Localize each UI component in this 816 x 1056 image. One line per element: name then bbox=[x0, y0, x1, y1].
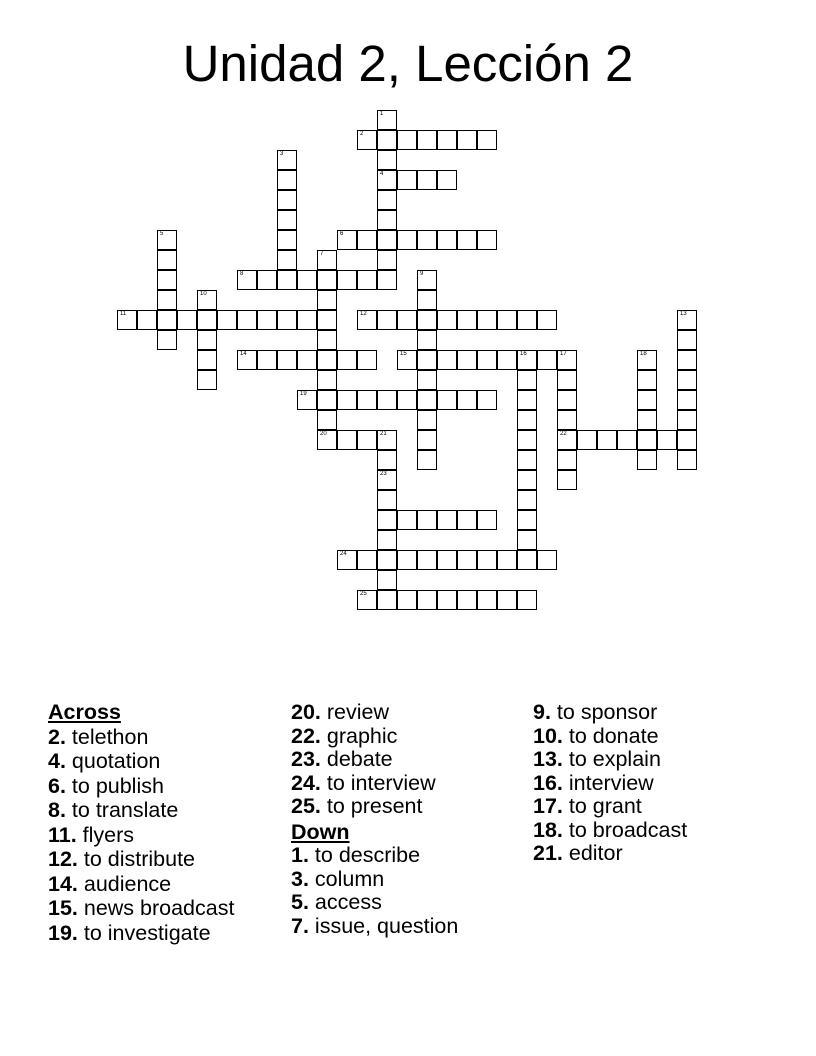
clue-item bbox=[291, 891, 458, 915]
grid-cell[interactable] bbox=[517, 410, 537, 430]
grid-cell[interactable] bbox=[377, 250, 397, 270]
grid-cell[interactable] bbox=[377, 530, 397, 550]
clue-item-number: 24. bbox=[291, 770, 321, 795]
clue-number: 2 bbox=[360, 131, 364, 137]
grid-cell[interactable] bbox=[477, 390, 497, 410]
grid-cell[interactable] bbox=[357, 430, 377, 450]
grid-cell[interactable] bbox=[377, 230, 397, 250]
grid-cell[interactable] bbox=[417, 390, 437, 410]
grid-cell[interactable] bbox=[277, 150, 297, 170]
clue-item bbox=[533, 748, 687, 772]
clue-item-number: 23. bbox=[291, 747, 321, 771]
grid-cell[interactable] bbox=[137, 310, 157, 330]
grid-cell[interactable] bbox=[417, 450, 437, 470]
clue-number: 1 bbox=[380, 111, 384, 117]
grid-cell[interactable] bbox=[517, 430, 537, 450]
grid-cell[interactable] bbox=[677, 410, 697, 430]
clue-item-text: to sponsor bbox=[550, 700, 658, 724]
grid-cell[interactable] bbox=[377, 170, 397, 190]
grid-cell[interactable] bbox=[517, 370, 537, 390]
grid-cell[interactable] bbox=[517, 310, 537, 330]
clue-item-number: 15. bbox=[48, 896, 78, 920]
clue-item-text: to publish bbox=[65, 773, 164, 798]
grid-cell[interactable] bbox=[677, 350, 697, 370]
clue-item-text: news broadcast bbox=[77, 896, 235, 920]
grid-cell[interactable] bbox=[677, 430, 697, 450]
grid-cell[interactable] bbox=[397, 350, 417, 370]
grid-cell[interactable] bbox=[357, 390, 377, 410]
grid-cell[interactable] bbox=[357, 590, 377, 610]
grid-cell[interactable] bbox=[277, 190, 297, 210]
grid-cell[interactable] bbox=[457, 310, 477, 330]
grid-cell[interactable] bbox=[277, 270, 297, 290]
grid-cell[interactable] bbox=[437, 590, 457, 610]
clue-number: 6 bbox=[340, 231, 344, 237]
grid-cell[interactable] bbox=[557, 450, 577, 470]
grid-cell[interactable] bbox=[297, 390, 317, 410]
grid-cell[interactable] bbox=[337, 350, 357, 370]
grid-cell[interactable] bbox=[417, 370, 437, 390]
grid-cell[interactable] bbox=[517, 450, 537, 470]
clue-item-text: audience bbox=[77, 871, 172, 896]
grid-cell[interactable] bbox=[257, 310, 277, 330]
grid-cell[interactable] bbox=[437, 390, 457, 410]
clue-number: 9 bbox=[420, 271, 424, 277]
grid-cell[interactable] bbox=[177, 310, 197, 330]
grid-cell[interactable] bbox=[417, 330, 437, 350]
grid-cell[interactable] bbox=[337, 550, 357, 570]
clue-item bbox=[291, 844, 458, 868]
clue-item-number: 5. bbox=[291, 890, 309, 914]
grid-cell[interactable] bbox=[457, 590, 477, 610]
clue-item bbox=[291, 748, 458, 772]
clue-item-number: 3. bbox=[291, 866, 309, 891]
clue-column-2 bbox=[291, 701, 458, 938]
clue-item-text: graphic bbox=[320, 723, 398, 748]
grid-cell[interactable] bbox=[457, 350, 477, 370]
page-title: Unidad 2, Lección 2 bbox=[182, 35, 634, 92]
clue-item-number: 16. bbox=[533, 770, 563, 795]
grid-cell[interactable] bbox=[257, 350, 277, 370]
clue-number: 25 bbox=[360, 591, 367, 597]
grid-cell[interactable] bbox=[417, 130, 437, 150]
grid-cell[interactable] bbox=[277, 210, 297, 230]
clue-item-text: to broadcast bbox=[562, 817, 688, 842]
grid-cell[interactable] bbox=[497, 310, 517, 330]
grid-cell[interactable] bbox=[377, 590, 397, 610]
clue-item-number: 6. bbox=[48, 773, 66, 798]
grid-cell[interactable] bbox=[277, 230, 297, 250]
grid-cell[interactable] bbox=[517, 590, 537, 610]
grid-cell[interactable] bbox=[657, 430, 677, 450]
grid-cell[interactable] bbox=[397, 550, 417, 570]
grid-cell[interactable] bbox=[517, 550, 537, 570]
clue-number: 11 bbox=[120, 311, 127, 317]
clue-item bbox=[533, 725, 687, 749]
grid-cell[interactable] bbox=[277, 350, 297, 370]
grid-cell[interactable] bbox=[337, 230, 357, 250]
grid-cell[interactable] bbox=[317, 370, 337, 390]
grid-cell[interactable] bbox=[417, 410, 437, 430]
grid-cell[interactable] bbox=[237, 350, 257, 370]
clue-item-number: 17. bbox=[533, 794, 563, 818]
grid-cell[interactable] bbox=[197, 310, 217, 330]
clue-item-number: 7. bbox=[291, 913, 309, 938]
grid-cell[interactable] bbox=[537, 550, 557, 570]
clue-number: 15 bbox=[400, 351, 407, 357]
clue-item bbox=[533, 701, 687, 725]
grid-cell[interactable] bbox=[377, 550, 397, 570]
clue-heading-down: Down bbox=[291, 819, 350, 844]
grid-cell[interactable] bbox=[557, 350, 577, 370]
grid-cell[interactable] bbox=[417, 310, 437, 330]
grid-cell[interactable] bbox=[157, 310, 177, 330]
grid-cell[interactable] bbox=[637, 390, 657, 410]
grid-cell[interactable] bbox=[457, 550, 477, 570]
grid-cell[interactable] bbox=[677, 370, 697, 390]
clue-number: 17 bbox=[560, 351, 567, 357]
grid-cell[interactable] bbox=[477, 350, 497, 370]
clue-item-number: 10. bbox=[533, 723, 563, 748]
grid-cell[interactable] bbox=[557, 370, 577, 390]
grid-cell[interactable] bbox=[557, 410, 577, 430]
grid-cell[interactable] bbox=[617, 430, 637, 450]
grid-cell[interactable] bbox=[157, 330, 177, 350]
grid-cell[interactable] bbox=[417, 290, 437, 310]
grid-cell[interactable] bbox=[637, 430, 657, 450]
grid-cell[interactable] bbox=[317, 430, 337, 450]
clue-item bbox=[48, 824, 234, 848]
clue-number: 14 bbox=[240, 351, 247, 357]
grid-cell[interactable] bbox=[377, 110, 397, 130]
grid-cell[interactable] bbox=[537, 350, 557, 370]
clue-item bbox=[291, 772, 458, 796]
clue-number: 21 bbox=[380, 431, 387, 437]
clue-item-text: debate bbox=[320, 747, 393, 771]
grid-cell[interactable] bbox=[477, 310, 497, 330]
grid-cell[interactable] bbox=[277, 310, 297, 330]
grid-cell[interactable] bbox=[357, 130, 377, 150]
grid-cell[interactable] bbox=[477, 550, 497, 570]
clue-item-text: to explain bbox=[562, 747, 661, 771]
grid-cell[interactable] bbox=[437, 310, 457, 330]
grid-cell[interactable] bbox=[377, 130, 397, 150]
grid-cell[interactable] bbox=[517, 350, 537, 370]
clue-item-text: access bbox=[308, 890, 382, 914]
grid-cell[interactable] bbox=[457, 390, 477, 410]
clue-item-number: 18. bbox=[533, 817, 563, 842]
grid-cell[interactable] bbox=[357, 550, 377, 570]
clue-item-text: to translate bbox=[65, 798, 179, 822]
clue-item-text: to distribute bbox=[77, 847, 196, 871]
clue-item-number: 11. bbox=[48, 822, 77, 847]
clue-item bbox=[291, 915, 458, 939]
grid-cell[interactable] bbox=[537, 310, 557, 330]
clue-number: 4 bbox=[380, 171, 384, 177]
grid-cell[interactable] bbox=[317, 270, 337, 290]
clue-item bbox=[48, 726, 234, 750]
grid-cell[interactable] bbox=[157, 250, 177, 270]
grid-cell[interactable] bbox=[637, 410, 657, 430]
grid-cell[interactable] bbox=[637, 350, 657, 370]
grid-cell[interactable] bbox=[297, 270, 317, 290]
grid-cell[interactable] bbox=[397, 590, 417, 610]
grid-cell[interactable] bbox=[417, 590, 437, 610]
clue-item-number: 9. bbox=[533, 700, 551, 724]
clue-number: 23 bbox=[380, 471, 387, 477]
grid-cell[interactable] bbox=[377, 390, 397, 410]
grid-cell[interactable] bbox=[317, 330, 337, 350]
grid-cell[interactable] bbox=[317, 310, 337, 330]
clue-item-number: 22. bbox=[291, 723, 321, 748]
clue-number: 7 bbox=[320, 251, 324, 257]
clue-item bbox=[48, 775, 234, 799]
clue-item-text: telethon bbox=[65, 724, 149, 749]
grid-cell[interactable] bbox=[457, 230, 477, 250]
grid-cell[interactable] bbox=[417, 350, 437, 370]
grid-cell[interactable] bbox=[377, 510, 397, 530]
grid-cell[interactable] bbox=[377, 210, 397, 230]
grid-cell[interactable] bbox=[377, 490, 397, 510]
grid-cell[interactable] bbox=[377, 190, 397, 210]
grid-cell[interactable] bbox=[197, 290, 217, 310]
grid-cell[interactable] bbox=[357, 310, 377, 330]
grid-cell[interactable] bbox=[377, 450, 397, 470]
grid-cell[interactable] bbox=[337, 390, 357, 410]
grid-cell[interactable] bbox=[417, 430, 437, 450]
grid-cell[interactable] bbox=[557, 470, 577, 490]
grid-cell[interactable] bbox=[437, 130, 457, 150]
clue-item bbox=[48, 848, 234, 872]
clue-item bbox=[533, 795, 687, 819]
grid-cell[interactable] bbox=[437, 550, 457, 570]
grid-cell[interactable] bbox=[237, 310, 257, 330]
clue-item bbox=[48, 922, 234, 946]
clue-number: 10 bbox=[200, 291, 207, 297]
clue-column-1 bbox=[48, 701, 234, 945]
grid-cell[interactable] bbox=[197, 350, 217, 370]
grid-cell[interactable] bbox=[377, 430, 397, 450]
grid-cell[interactable] bbox=[477, 590, 497, 610]
grid-cell[interactable] bbox=[317, 410, 337, 430]
clue-number: 12 bbox=[360, 311, 367, 317]
grid-cell[interactable] bbox=[397, 130, 417, 150]
clue-number: 8 bbox=[240, 271, 244, 277]
grid-cell[interactable] bbox=[417, 510, 437, 530]
grid-cell[interactable] bbox=[237, 270, 257, 290]
grid-cell[interactable] bbox=[517, 530, 537, 550]
grid-cell[interactable] bbox=[197, 330, 217, 350]
clue-item bbox=[291, 868, 458, 892]
grid-cell[interactable] bbox=[397, 170, 417, 190]
clue-number: 13 bbox=[680, 311, 687, 317]
grid-cell[interactable] bbox=[257, 270, 277, 290]
clue-item bbox=[48, 873, 234, 897]
grid-cell[interactable] bbox=[437, 230, 457, 250]
clue-item bbox=[48, 897, 234, 921]
grid-cell[interactable] bbox=[517, 470, 537, 490]
clue-item-number: 14. bbox=[48, 871, 78, 896]
clue-heading-across: Across bbox=[48, 700, 121, 724]
grid-cell[interactable] bbox=[217, 310, 237, 330]
clue-item bbox=[533, 819, 687, 843]
grid-cell[interactable] bbox=[397, 510, 417, 530]
grid-cell[interactable] bbox=[397, 390, 417, 410]
grid-cell[interactable] bbox=[397, 310, 417, 330]
clue-item-number: 1. bbox=[291, 843, 309, 867]
grid-cell[interactable] bbox=[637, 370, 657, 390]
clue-item-text: to grant bbox=[562, 794, 642, 818]
clue-item-number: 13. bbox=[533, 747, 563, 771]
clue-column-3 bbox=[533, 701, 687, 866]
grid-cell[interactable] bbox=[677, 450, 697, 470]
grid-cell[interactable] bbox=[377, 570, 397, 590]
clue-number: 5 bbox=[160, 231, 164, 237]
grid-cell[interactable] bbox=[557, 390, 577, 410]
grid-cell[interactable] bbox=[397, 230, 417, 250]
grid-cell[interactable] bbox=[457, 130, 477, 150]
grid-cell[interactable] bbox=[377, 150, 397, 170]
clue-item-text: interview bbox=[562, 770, 654, 795]
grid-cell[interactable] bbox=[277, 250, 297, 270]
grid-cell[interactable] bbox=[417, 230, 437, 250]
clue-item-number: 20. bbox=[291, 700, 321, 724]
grid-cell[interactable] bbox=[437, 510, 457, 530]
clue-item bbox=[533, 772, 687, 796]
grid-cell[interactable] bbox=[417, 550, 437, 570]
clue-item-text: editor bbox=[562, 841, 623, 865]
clue-item-text: quotation bbox=[65, 749, 161, 773]
grid-cell[interactable] bbox=[117, 310, 137, 330]
clue-number: 22 bbox=[560, 431, 567, 437]
grid-cell[interactable] bbox=[377, 310, 397, 330]
clue-item-text: column bbox=[308, 866, 385, 891]
grid-cell[interactable] bbox=[677, 310, 697, 330]
grid-cell[interactable] bbox=[517, 490, 537, 510]
clue-number: 20 bbox=[320, 431, 327, 437]
clue-item-number: 25. bbox=[291, 794, 321, 818]
grid-cell[interactable] bbox=[277, 170, 297, 190]
grid-cell[interactable] bbox=[477, 510, 497, 530]
clue-item-text: to present bbox=[320, 794, 423, 818]
grid-cell[interactable] bbox=[337, 430, 357, 450]
clue-item bbox=[533, 842, 687, 866]
grid-cell[interactable] bbox=[157, 230, 177, 250]
clue-item-text: to donate bbox=[562, 723, 659, 748]
grid-cell[interactable] bbox=[677, 390, 697, 410]
grid-cell[interactable] bbox=[357, 270, 377, 290]
grid-cell[interactable] bbox=[297, 310, 317, 330]
clue-item-text: to interview bbox=[320, 770, 436, 795]
grid-cell[interactable] bbox=[197, 370, 217, 390]
grid-cell[interactable] bbox=[557, 430, 577, 450]
grid-cell[interactable] bbox=[517, 510, 537, 530]
clue-item bbox=[48, 799, 234, 823]
grid-cell[interactable] bbox=[317, 350, 337, 370]
clue-item-number: 21. bbox=[533, 841, 563, 865]
grid-cell[interactable] bbox=[417, 270, 437, 290]
grid-cell[interactable] bbox=[497, 550, 517, 570]
clue-item-number: 4. bbox=[48, 749, 66, 773]
grid-cell[interactable] bbox=[357, 230, 377, 250]
clue-item bbox=[48, 750, 234, 774]
clue-item-number: 8. bbox=[48, 798, 66, 822]
grid-cell[interactable] bbox=[297, 350, 317, 370]
grid-cell[interactable] bbox=[457, 510, 477, 530]
clue-item-number: 2. bbox=[48, 724, 66, 749]
grid-cell[interactable] bbox=[317, 390, 337, 410]
grid-cell[interactable] bbox=[477, 130, 497, 150]
grid-cell[interactable] bbox=[317, 250, 337, 270]
grid-cell[interactable] bbox=[517, 390, 537, 410]
grid-cell[interactable] bbox=[337, 270, 357, 290]
grid-cell[interactable] bbox=[597, 430, 617, 450]
clue-item-text: review bbox=[320, 700, 389, 724]
grid-cell[interactable] bbox=[477, 230, 497, 250]
grid-cell[interactable] bbox=[357, 350, 377, 370]
grid-cell[interactable] bbox=[497, 590, 517, 610]
grid-cell[interactable] bbox=[437, 350, 457, 370]
grid-cell[interactable] bbox=[377, 270, 397, 290]
clue-number: 24 bbox=[340, 551, 347, 557]
grid-cell[interactable] bbox=[577, 430, 597, 450]
grid-cell[interactable] bbox=[637, 450, 657, 470]
grid-cell[interactable] bbox=[317, 290, 337, 310]
grid-cell[interactable] bbox=[497, 350, 517, 370]
clue-number: 16 bbox=[520, 351, 527, 357]
clue-item-text: flyers bbox=[76, 822, 135, 847]
clue-number: 19 bbox=[300, 391, 307, 397]
clue-item-number: 19. bbox=[48, 920, 78, 945]
clue-item-text: to investigate bbox=[77, 920, 211, 945]
clue-item-text: issue, question bbox=[308, 913, 459, 938]
clue-item-number: 12. bbox=[48, 847, 78, 871]
grid-cell[interactable] bbox=[437, 170, 457, 190]
clue-item bbox=[291, 795, 458, 819]
grid-cell[interactable] bbox=[157, 290, 177, 310]
clue-item-text: to describe bbox=[308, 843, 421, 867]
clue-item bbox=[291, 701, 458, 725]
grid-cell[interactable] bbox=[417, 170, 437, 190]
grid-cell[interactable] bbox=[677, 330, 697, 350]
clue-item bbox=[291, 725, 458, 749]
clue-number: 3 bbox=[280, 151, 284, 157]
grid-cell[interactable] bbox=[377, 470, 397, 490]
clue-number: 18 bbox=[640, 351, 647, 357]
grid-cell[interactable] bbox=[157, 270, 177, 290]
